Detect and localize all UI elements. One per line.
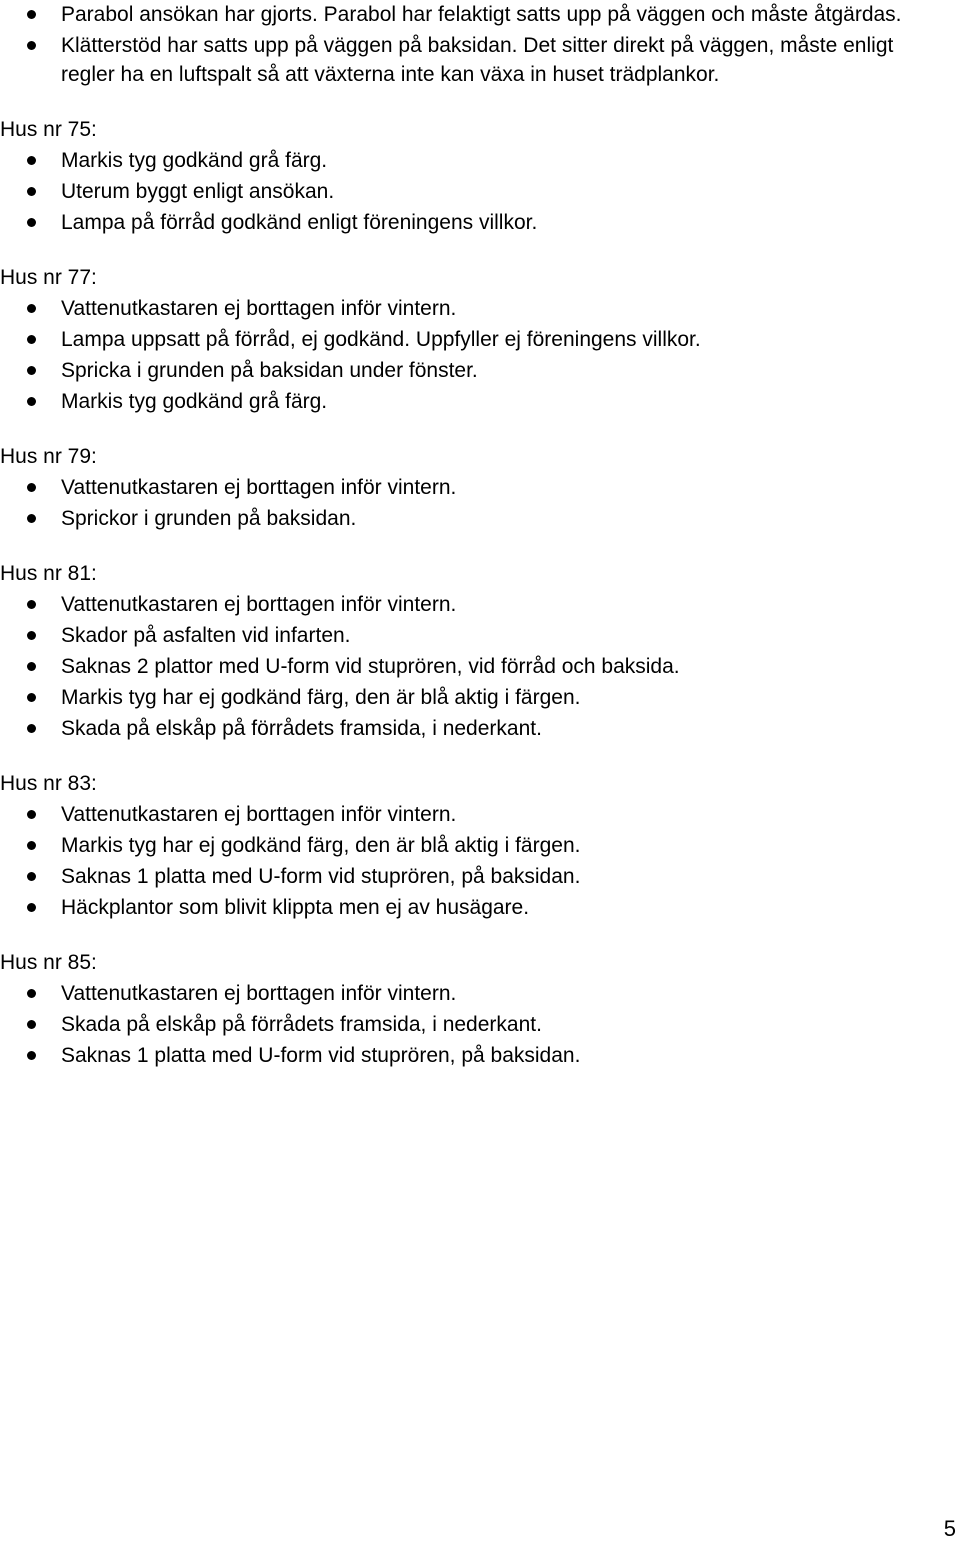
list-item-text: Vattenutkastaren ej borttagen inför vintern.	[61, 593, 457, 616]
list-item	[0, 800, 941, 829]
bullet-icon	[27, 514, 36, 523]
bullet-icon	[27, 903, 36, 912]
bullet-icon	[27, 989, 36, 998]
bullet-icon	[27, 724, 36, 733]
bullet-icon	[27, 662, 36, 671]
list-item	[0, 325, 941, 354]
page-number: 5	[943, 1516, 956, 1541]
list-item	[0, 979, 941, 1008]
list-item	[0, 714, 941, 743]
section-heading-hus-77: Hus nr 77:	[0, 266, 97, 289]
list-item-text: Sprickor i grunden på baksidan.	[61, 507, 357, 530]
bullet-icon	[27, 841, 36, 850]
list-item	[0, 621, 941, 650]
section-list-hus-75	[0, 146, 960, 237]
section-list-hus-85	[0, 979, 960, 1070]
list-item-text: Saknas 2 plattor med U-form vid stuprören, vid förråd och baksida.	[61, 655, 680, 678]
section-heading-hus-75: Hus nr 75:	[0, 118, 97, 141]
list-item	[0, 1041, 941, 1070]
list-item-text: Lampa på förråd godkänd enligt föreningens villkor.	[61, 211, 538, 234]
list-item	[0, 473, 941, 502]
bullet-icon	[27, 397, 36, 406]
list-item-text: Markis tyg godkänd grå färg.	[61, 149, 328, 172]
bullet-icon	[27, 156, 36, 165]
list-item	[0, 0, 941, 29]
list-item-text: Klätterstöd har satts upp på väggen på baksidan. Det sitter direkt på väggen, måste enligt regler ha en luftspalt så att växterna inte kan växa in huset trädplankor.	[61, 34, 894, 86]
bullet-icon	[27, 810, 36, 819]
list-item-text: Parabol ansökan har gjorts. Parabol har felaktigt satts upp på väggen och måste åtgärdas.	[61, 3, 902, 26]
section-heading-hus-85: Hus nr 85:	[0, 951, 97, 974]
list-item	[0, 31, 941, 89]
list-item-text: Saknas 1 platta med U-form vid stuprören, på baksidan.	[61, 1044, 581, 1067]
list-item-text: Lampa uppsatt på förråd, ej godkänd. Uppfyller ej föreningens villkor.	[61, 328, 701, 351]
bullet-icon	[27, 483, 36, 492]
list-item-text: Markis tyg har ej godkänd färg, den är blå aktig i färgen.	[61, 834, 581, 857]
section-list-hus-83	[0, 800, 960, 922]
list-item-text: Vattenutkastaren ej borttagen inför vintern.	[61, 803, 457, 826]
bullet-icon	[27, 693, 36, 702]
section-list-hus-79	[0, 473, 960, 533]
list-item	[0, 294, 941, 323]
list-item	[0, 1010, 941, 1039]
bullet-icon	[27, 10, 36, 19]
list-item-text: Skada på elskåp på förrådets framsida, i nederkant.	[61, 717, 542, 740]
section-list-hus-77	[0, 294, 960, 416]
bullet-icon	[27, 304, 36, 313]
section-heading-hus-79: Hus nr 79:	[0, 445, 97, 468]
list-item	[0, 387, 941, 416]
list-item-text: Skador på asfalten vid infarten.	[61, 624, 351, 647]
list-item-text: Saknas 1 platta med U-form vid stuprören, på baksidan.	[61, 865, 581, 888]
list-item	[0, 862, 941, 891]
list-item-text: Vattenutkastaren ej borttagen inför vintern.	[61, 297, 457, 320]
bullet-icon	[27, 187, 36, 196]
list-item	[0, 504, 941, 533]
list-item-text: Markis tyg godkänd grå färg.	[61, 390, 328, 413]
list-item	[0, 356, 941, 385]
list-item-text: Spricka i grunden på baksidan under fönster.	[61, 359, 478, 382]
list-item	[0, 652, 941, 681]
section-heading-hus-81: Hus nr 81:	[0, 562, 97, 585]
bullet-icon	[27, 218, 36, 227]
list-item	[0, 146, 941, 175]
section-list-hus-81	[0, 590, 960, 743]
list-item	[0, 208, 941, 237]
intro-list	[0, 0, 960, 89]
list-item-text: Vattenutkastaren ej borttagen inför vintern.	[61, 476, 457, 499]
list-item	[0, 893, 941, 922]
list-item-text: Uterum byggt enligt ansökan.	[61, 180, 335, 203]
bullet-icon	[27, 872, 36, 881]
list-item-text: Vattenutkastaren ej borttagen inför vintern.	[61, 982, 457, 1005]
bullet-icon	[27, 600, 36, 609]
bullet-icon	[27, 1020, 36, 1029]
list-item-text: Markis tyg har ej godkänd färg, den är blå aktig i färgen.	[61, 686, 581, 709]
bullet-icon	[27, 631, 36, 640]
list-item	[0, 590, 941, 619]
list-item	[0, 177, 941, 206]
bullet-icon	[27, 1051, 36, 1060]
bullet-icon	[27, 335, 36, 344]
list-item-text: Häckplantor som blivit klippta men ej av husägare.	[61, 896, 530, 919]
bullet-icon	[27, 366, 36, 375]
list-item-text: Skada på elskåp på förrådets framsida, i nederkant.	[61, 1013, 542, 1036]
bullet-icon	[27, 41, 36, 50]
list-item	[0, 683, 941, 712]
section-heading-hus-83: Hus nr 83:	[0, 772, 97, 795]
list-item	[0, 831, 941, 860]
